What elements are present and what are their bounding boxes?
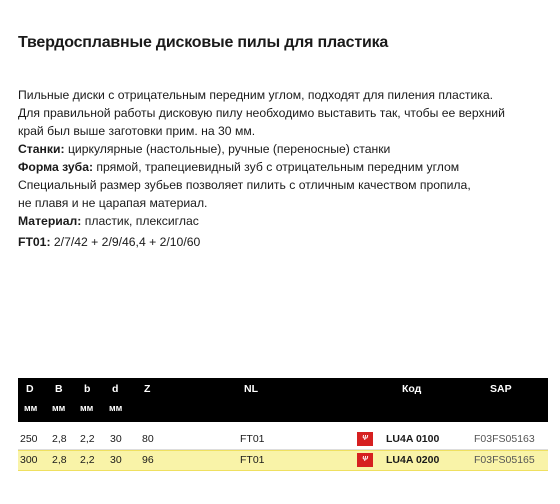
unit-d: мм bbox=[24, 403, 38, 413]
cell-nl: FT01 bbox=[240, 433, 265, 445]
tooth-value: прямой, трапециевидный зуб с отрицательным передним углом bbox=[93, 160, 460, 174]
table-row bbox=[18, 430, 548, 450]
table-row bbox=[18, 450, 548, 471]
cell-code: LU4A 0200 bbox=[386, 454, 440, 466]
brand-logo-icon: Ψ bbox=[357, 453, 373, 467]
material-label: Материал: bbox=[18, 214, 82, 228]
header-d-lower: d bbox=[112, 383, 119, 395]
description-line: не плавя и не царапая материал. bbox=[18, 196, 208, 210]
description-line: Для правильной работы дисковую пилу необходимо выставить так, чтобы ее верхний bbox=[18, 106, 505, 120]
cell-b-upper: 2,8 bbox=[52, 433, 67, 445]
unit-b-upper: мм bbox=[52, 403, 66, 413]
machines-line bbox=[18, 140, 553, 158]
tooth-line bbox=[18, 158, 553, 176]
cell-z: 96 bbox=[142, 454, 154, 466]
cell-code: LU4A 0100 bbox=[386, 433, 440, 445]
cell-sap: F03FS05163 bbox=[474, 433, 535, 445]
header-nl: NL bbox=[244, 383, 258, 395]
header-b-lower: b bbox=[84, 383, 91, 395]
cell-nl: FT01 bbox=[240, 454, 265, 466]
machines-value: циркулярные (настольные), ручные (переносные) станки bbox=[64, 142, 391, 156]
cell-b-lower: 2,2 bbox=[80, 454, 95, 466]
cell-d-lower: 30 bbox=[110, 454, 122, 466]
ft01-formula bbox=[18, 235, 200, 249]
header-z: Z bbox=[144, 383, 151, 395]
header-sap: SAP bbox=[490, 383, 512, 395]
description bbox=[18, 86, 553, 230]
header-code: Код bbox=[402, 383, 422, 395]
unit-b-lower: мм bbox=[80, 403, 94, 413]
brand-logo-icon: Ψ bbox=[357, 432, 373, 446]
cell-d: 300 bbox=[20, 454, 38, 466]
description-line: Пильные диски с отрицательным передним углом, подходят для пиления пластика. bbox=[18, 88, 494, 102]
cell-d: 250 bbox=[20, 433, 38, 445]
description-line: Специальный размер зубьев позволяет пилить с отличным качеством пропила, bbox=[18, 178, 471, 192]
header-b-upper: B bbox=[55, 383, 63, 395]
cell-d-lower: 30 bbox=[110, 433, 122, 445]
page-title: Твердосплавные дисковые пилы для пластика bbox=[18, 34, 389, 51]
cell-b-upper: 2,8 bbox=[52, 454, 67, 466]
specs-table bbox=[18, 378, 548, 471]
unit-d-lower: мм bbox=[109, 403, 123, 413]
cell-sap: F03FS05165 bbox=[474, 454, 535, 466]
cell-z: 80 bbox=[142, 433, 154, 445]
material-value: пластик, плексиглас bbox=[81, 214, 199, 228]
header-d: D bbox=[26, 383, 34, 395]
description-line: край был выше заготовки прим. на 30 мм. bbox=[18, 124, 256, 138]
table-header bbox=[18, 378, 548, 422]
material-line bbox=[18, 212, 553, 230]
tooth-label: Форма зуба: bbox=[18, 160, 94, 174]
machines-label: Станки: bbox=[18, 142, 65, 156]
cell-b-lower: 2,2 bbox=[80, 433, 95, 445]
ft01-label: FT01: bbox=[18, 235, 51, 249]
ft01-value: 2/7/42 + 2/9/46,4 + 2/10/60 bbox=[50, 235, 201, 249]
